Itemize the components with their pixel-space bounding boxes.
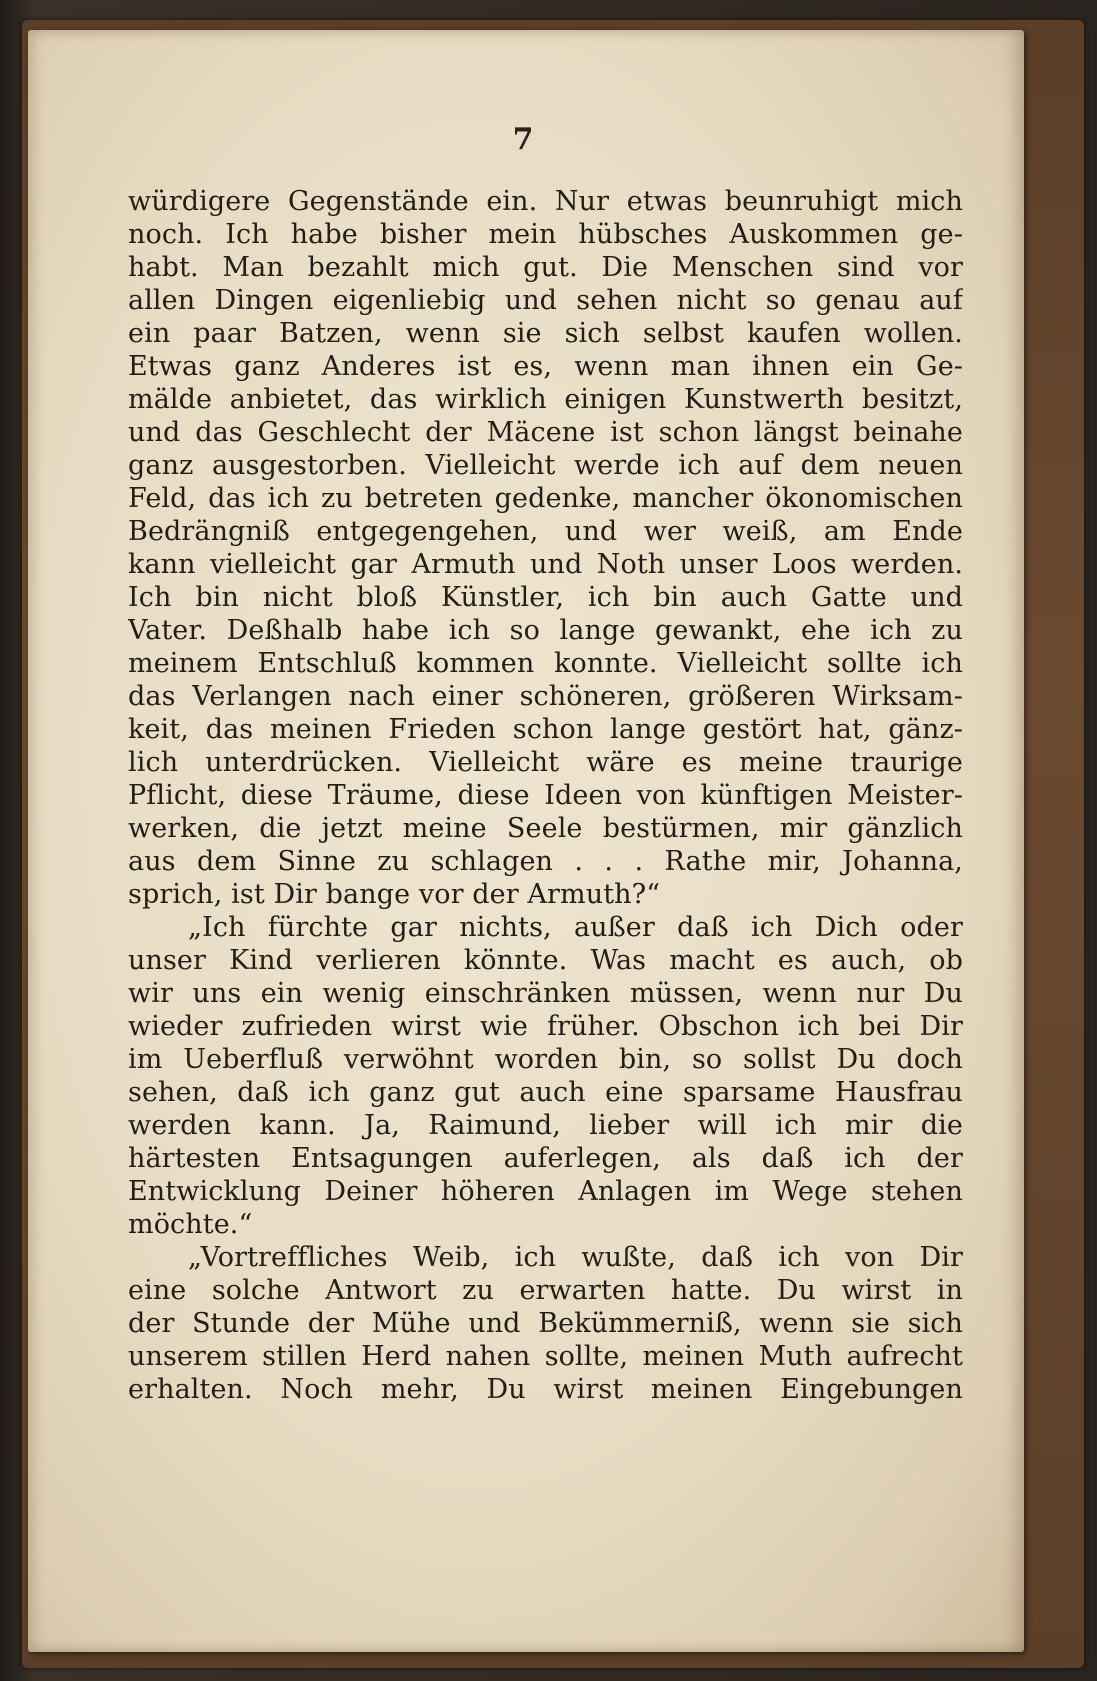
text-line: Entwicklung Deiner höheren Anlagen im Wege stehen <box>128 1176 963 1207</box>
text-line: „Ich fürchte gar nichts, außer daß ich Dich oder <box>188 912 963 943</box>
text-line: werken, die jetzt meine Seele bestürmen, mir gänzlich <box>128 813 963 844</box>
text-line: Ich bin nicht bloß Künstler, ich bin auch Gatte und <box>128 582 963 613</box>
text-line: meinem Entschluß kommen konnte. Vielleicht sollte ich <box>128 648 963 679</box>
text-line: wir uns ein wenig einschränken müssen, wenn nur Du <box>128 978 963 1009</box>
body-text <box>128 185 963 1406</box>
book-page <box>28 30 1024 1652</box>
text-line: im Ueberfluß verwöhnt worden bin, so sollst Du doch <box>128 1044 963 1075</box>
text-line: sprich, ist Dir bange vor der Armuth?“ <box>128 879 661 910</box>
text-line: unserem stillen Herd nahen sollte, meinen Muth aufrecht <box>128 1341 963 1372</box>
text-line: Bedrängniß entgegengehen, und wer weiß, am Ende <box>128 516 963 547</box>
text-line: sehen, daß ich ganz gut auch eine sparsame Hausfrau <box>128 1077 963 1108</box>
text-line: aus dem Sinne zu schlagen . . . Rathe mir, Johanna, <box>128 846 963 877</box>
text-line: werden kann. Ja, Raimund, lieber will ich mir die <box>128 1110 963 1141</box>
text-line: mälde anbietet, das wirklich einigen Kunstwerth besitzt, <box>128 384 963 415</box>
text-line: und das Geschlecht der Mäcene ist schon längst beinahe <box>128 417 963 448</box>
text-line: würdigere Gegenstände ein. Nur etwas beunruhigt mich <box>128 186 963 217</box>
text-line: noch. Ich habe bisher mein hübsches Auskommen ge- <box>128 219 963 250</box>
text-line: das Verlangen nach einer schöneren, größeren Wirksam- <box>128 681 963 712</box>
text-line: unser Kind verlieren könnte. Was macht es auch, ob <box>128 945 963 976</box>
text-line: „Vortreffliches Weib, ich wußte, daß ich von Dir <box>188 1242 963 1273</box>
text-line: eine solche Antwort zu erwarten hatte. Du wirst in <box>128 1275 963 1306</box>
text-line: wieder zufrieden wirst wie früher. Obschon ich bei Dir <box>128 1011 963 1042</box>
text-line: habt. Man bezahlt mich gut. Die Menschen sind vor <box>128 252 963 283</box>
text-line: härtesten Entsagungen auferlegen, als daß ich der <box>128 1143 963 1174</box>
text-line: erhalten. Noch mehr, Du wirst meinen Eingebungen <box>128 1374 963 1405</box>
text-line: Vater. Deßhalb habe ich so lange gewankt, ehe ich zu <box>128 615 963 646</box>
text-line: kann vielleicht gar Armuth und Noth unser Loos werden. <box>128 549 963 580</box>
page-number: 7 <box>512 122 534 157</box>
text-line: Pflicht, diese Träume, diese Ideen von künftigen Meister- <box>128 780 963 811</box>
text-line: keit, das meinen Frieden schon lange gestört hat, gänz- <box>128 714 963 745</box>
text-line: ganz ausgestorben. Vielleicht werde ich auf dem neuen <box>128 450 963 481</box>
text-line: Etwas ganz Anderes ist es, wenn man ihnen ein Ge- <box>128 351 963 382</box>
text-line: Feld, das ich zu betreten gedenke, mancher ökonomischen <box>128 483 963 514</box>
text-line: möchte.“ <box>128 1209 253 1240</box>
text-line: ein paar Batzen, wenn sie sich selbst kaufen wollen. <box>128 318 963 349</box>
text-line: allen Dingen eigenliebig und sehen nicht so genau auf <box>128 285 963 316</box>
text-line: der Stunde der Mühe und Bekümmerniß, wenn sie sich <box>128 1308 963 1339</box>
text-line: lich unterdrücken. Vielleicht wäre es meine traurige <box>128 747 963 778</box>
